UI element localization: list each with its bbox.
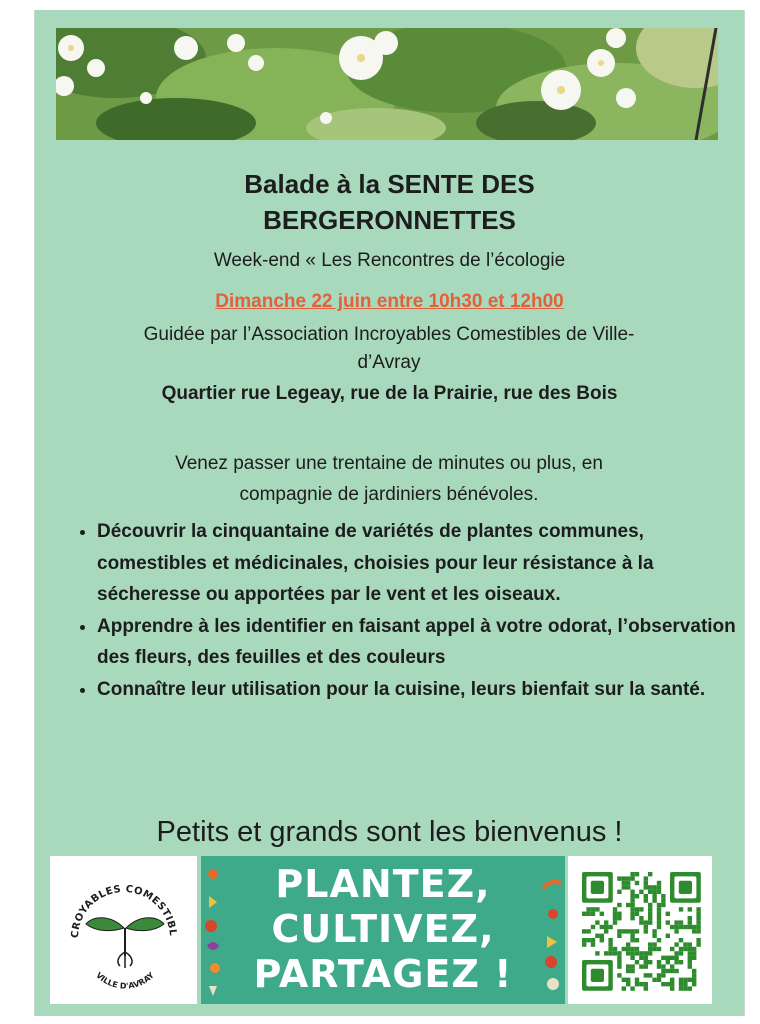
intro-text <box>79 448 699 510</box>
poster-page <box>34 10 745 1016</box>
event-subtitle: Week-end « Les Rencontres de l’écologie <box>213 250 566 271</box>
welcome-text: Petits et grands sont les bienvenus ! <box>156 816 623 848</box>
vegetable-decor-icon <box>539 856 565 1004</box>
seedling-icon <box>86 918 164 968</box>
slogan-line: PLANTEZ, <box>275 862 491 906</box>
list-item: • Découvrir la cinquantaine de variétés de plantes communes, comestibles et médicinales, choisies pour leur résistance à la sécheresse ou apportées par le vent et les oiseaux. <box>97 516 747 611</box>
slogan-line: PARTAGEZ ! <box>253 952 513 996</box>
logo-bottom-text: VILLE D'AVRAY <box>94 970 156 991</box>
title-line: BERGERONNETTES <box>263 205 516 235</box>
guide-line: d’Avray <box>357 352 421 373</box>
qr-code <box>568 856 712 1004</box>
activity-list <box>71 516 747 705</box>
list-item: • Connaître leur utilisation pour la cuisine, leurs bienfait sur la santé. <box>97 674 747 706</box>
slogan-text <box>201 862 565 997</box>
guide-line: Guidée par l’Association Incroyables Comestibles de Ville- <box>143 324 635 345</box>
slogan-banner <box>201 856 565 1004</box>
list-item: • Apprendre à les identifier en faisant appel à votre odorat, l’observation des fleurs, des feuilles et des couleurs <box>97 611 747 674</box>
location-text: Quartier rue Legeay, rue de la Prairie, rue des Bois <box>161 383 618 404</box>
association-logo <box>50 856 197 1004</box>
guide-text <box>79 321 699 377</box>
page-title <box>35 166 744 238</box>
flower-photo <box>56 28 718 140</box>
svg-text:VILLE D'AVRAY <box>94 971 156 991</box>
event-date: Dimanche 22 juin entre 10h30 et 12h00 <box>215 291 564 312</box>
intro-line: compagnie de jardiniers bénévoles. <box>239 484 539 505</box>
title-line: Balade à la SENTE DES <box>244 169 535 199</box>
slogan-line: CULTIVEZ, <box>271 907 495 951</box>
intro-line: Venez passer une trentaine de minutes ou plus, en <box>175 453 603 474</box>
logo-top-text: CROYABLES COMESTIBL <box>69 883 179 939</box>
